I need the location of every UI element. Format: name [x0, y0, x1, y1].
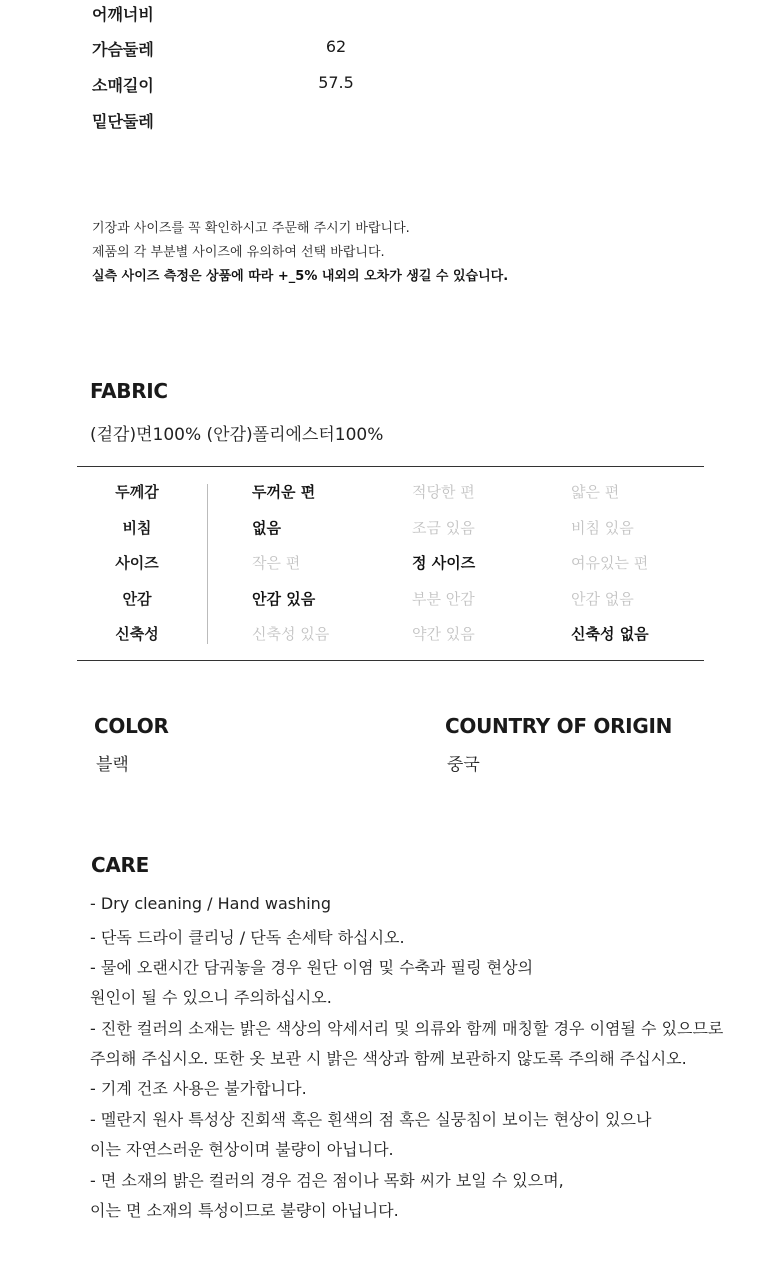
care-line: - 기계 건조 사용은 불가합니다.	[90, 1079, 307, 1098]
care-line: - 물에 오랜시간 담궈놓을 경우 원단 이염 및 수축과 필링 현상의	[90, 958, 534, 977]
care-line: 원인이 될 수 있으니 주의하십시오.	[90, 988, 332, 1007]
attribute-option: 안감 없음	[571, 590, 634, 608]
size-value-sleeve: 57.5	[318, 73, 354, 92]
notice-line-bold: 실측 사이즈 측정은 상품에 따라 +_5% 내외의 오차가 생길 수 있습니다.	[92, 269, 509, 284]
color-title: COLOR	[94, 714, 169, 738]
attribute-option: 부분 안감	[412, 590, 475, 608]
size-label-sleeve: 소매길이	[92, 76, 154, 95]
fabric-title: FABRIC	[90, 379, 168, 403]
table-bottom-rule	[77, 660, 704, 661]
care-line: - 면 소재의 밝은 컬러의 경우 검은 점이나 목화 씨가 보일 수 있으며,	[90, 1171, 564, 1190]
attribute-label: 두께감	[115, 483, 159, 501]
attribute-label: 안감	[122, 590, 152, 608]
attribute-option: 여유있는 편	[571, 554, 649, 572]
attribute-option: 신축성 있음	[252, 625, 330, 643]
care-line: 이는 면 소재의 특성이므로 불량이 아닙니다.	[90, 1201, 399, 1220]
attribute-option: 신축성 없음	[571, 625, 649, 643]
table-top-rule	[77, 466, 704, 467]
attribute-option: 없음	[252, 519, 281, 537]
care-line: 이는 자연스러운 현상이며 불량이 아닙니다.	[90, 1140, 394, 1159]
fabric-text: (겉감)면100% (안감)폴리에스터100%	[90, 425, 384, 445]
care-line: - 단독 드라이 클리닝 / 단독 손세탁 하십시오.	[90, 928, 405, 947]
notice-line: 제품의 각 부분별 사이즈에 유의하여 선택 바랍니다.	[92, 245, 385, 260]
attribute-label: 신축성	[115, 625, 159, 643]
attribute-option: 조금 있음	[412, 519, 475, 537]
attribute-option: 두꺼운 편	[252, 483, 316, 501]
color-value: 블랙	[96, 755, 129, 775]
attribute-option: 얇은 편	[571, 483, 620, 501]
size-label-hem: 밑단둘레	[92, 112, 154, 131]
attribute-label: 비침	[122, 519, 152, 537]
table-divider	[207, 484, 208, 644]
care-line: 주의해 주십시오. 또한 옷 보관 시 밝은 색상과 함께 보관하지 않도록 주의해 주십시오.	[90, 1049, 687, 1068]
attribute-option: 약간 있음	[412, 625, 475, 643]
attribute-option: 적당한 편	[412, 483, 475, 501]
attribute-option: 비침 있음	[571, 519, 634, 537]
care-line: - 진한 컬러의 소재는 밝은 색상의 악세서리 및 의류와 함께 매칭할 경우 이염될 수 있으므로	[90, 1019, 724, 1038]
size-label-shoulder: 어깨너비	[92, 5, 154, 24]
attribute-option: 정 사이즈	[412, 554, 476, 572]
care-line: - 멜란지 원사 특성상 진회색 혹은 흰색의 점 혹은 실뭉침이 보이는 현상이 있으나	[90, 1110, 652, 1129]
attribute-option: 안감 있음	[252, 590, 316, 608]
attribute-label: 사이즈	[115, 554, 159, 572]
care-title: CARE	[91, 853, 150, 877]
size-value-chest: 62	[325, 37, 347, 56]
origin-title: COUNTRY OF ORIGIN	[445, 714, 673, 738]
notice-line: 기장과 사이즈를 꼭 확인하시고 주문해 주시기 바랍니다.	[92, 221, 410, 236]
care-line: - Dry cleaning / Hand washing	[90, 894, 331, 913]
origin-value: 중국	[447, 755, 480, 775]
attribute-option: 작은 편	[252, 554, 301, 572]
size-label-chest: 가슴둘레	[92, 40, 154, 59]
